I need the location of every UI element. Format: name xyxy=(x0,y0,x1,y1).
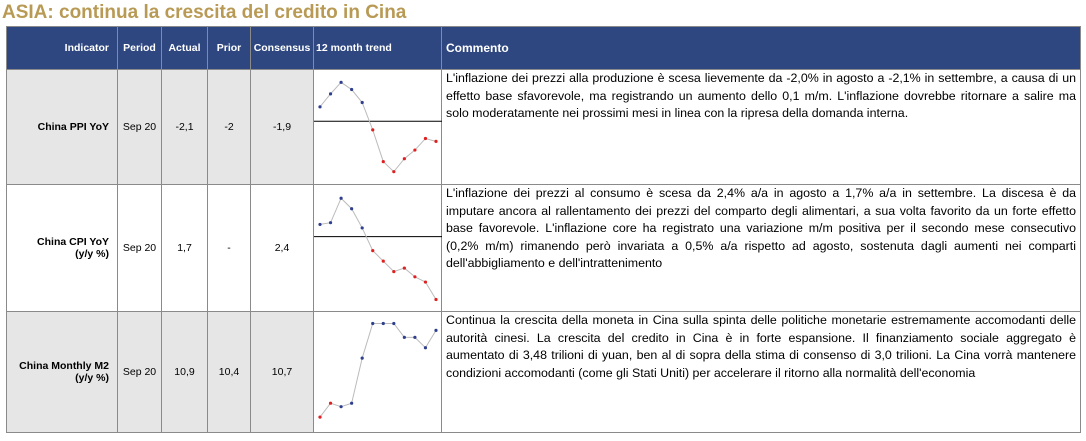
indicator-cell xyxy=(7,312,118,433)
header-consensus: Consensus xyxy=(251,27,314,70)
trend-line xyxy=(320,198,436,299)
period-cell: Sep 20 xyxy=(118,70,162,185)
actual-cell: -2,1 xyxy=(162,70,208,185)
header-actual: Actual xyxy=(162,27,208,70)
trend-point xyxy=(318,223,321,226)
indicator-unit: (y/y %) xyxy=(75,248,109,260)
trend-point xyxy=(392,270,395,273)
trend-point xyxy=(350,88,353,91)
indicator-name: China Monthly M2 xyxy=(19,360,109,372)
trend-point xyxy=(434,329,437,332)
comment-cell: L'inflazione dei prezzi alla produzione è scesa lievemente da -2,0% in agosto a -2,1% in settembre, a causa di un effetto base sfavorevole, ma registrando un aumento dello 0,1 m/m. L'inflazione dovrebbe ritornare a salire ma solo moderatamente nei prossimi mesi in linea con la ripresa della domanda interna. xyxy=(442,70,1081,185)
comment-cell: L'inflazione dei prezzi al consumo è scesa da 2,4% a/a in agosto a 1,7% a/a in settembre. La discesa è da imputare ancora al rallentamento dei prezzi del comparto degli alimentari, a sua volta favorito da un forte effetto base favorevole. L'inflazione core ha registrato una variazione m/m positiva per il secondo mese consecutivo (0,2% m/m) rimanendo però invariata a 0,5% a/a rispetto ad agosto, sostenuta dagli aumenti nei comparti dell'abbigliamento e dell'intrattenimento xyxy=(442,185,1081,312)
trend-point xyxy=(329,221,332,224)
trend-chart-m2 xyxy=(314,312,442,432)
consensus-cell: 10,7 xyxy=(251,312,314,433)
trend-cell xyxy=(314,70,442,185)
trend-point xyxy=(371,249,374,252)
trend-cell xyxy=(314,312,442,433)
trend-point xyxy=(382,259,385,262)
trend-chart-ppi xyxy=(314,70,442,184)
prior-cell: -2 xyxy=(208,70,251,185)
trend-point xyxy=(403,157,406,160)
header-comment: Commento xyxy=(442,27,1081,70)
trend-point xyxy=(403,336,406,339)
trend-point xyxy=(382,160,385,163)
trend-chart-cpi xyxy=(314,185,442,311)
trend-point xyxy=(329,402,332,405)
trend-point xyxy=(371,322,374,325)
indicator-name: China CPI YoY xyxy=(37,236,109,248)
trend-point xyxy=(361,101,364,104)
indicator-cell xyxy=(7,185,118,312)
header-period: Period xyxy=(118,27,162,70)
trend-point xyxy=(424,280,427,283)
consensus-cell: 2,4 xyxy=(251,185,314,312)
trend-point xyxy=(392,322,395,325)
header-indicator: Indicator xyxy=(7,27,118,70)
indicator-cell xyxy=(7,70,118,185)
period-cell: Sep 20 xyxy=(118,185,162,312)
prior-cell: 10,4 xyxy=(208,312,251,433)
header-trend: 12 month trend xyxy=(314,27,442,70)
table-row xyxy=(7,70,1081,185)
trend-point xyxy=(424,346,427,349)
trend-point xyxy=(434,298,437,301)
trend-line xyxy=(320,82,436,171)
indicator-unit: (y/y %) xyxy=(75,372,109,384)
trend-point xyxy=(339,197,342,200)
trend-point xyxy=(318,415,321,418)
actual-cell: 10,9 xyxy=(162,312,208,433)
trend-point xyxy=(350,207,353,210)
page-title: ASIA: continua la crescita del credito in Cina xyxy=(2,2,407,23)
table-row xyxy=(7,185,1081,312)
consensus-cell: -1,9 xyxy=(251,70,314,185)
trend-point xyxy=(424,137,427,140)
period-cell: Sep 20 xyxy=(118,312,162,433)
trend-point xyxy=(403,266,406,269)
trend-point xyxy=(413,148,416,151)
trend-point xyxy=(392,170,395,173)
indicator-name: China PPI YoY xyxy=(37,121,109,133)
trend-point xyxy=(413,336,416,339)
comment-cell: Continua la crescita della moneta in Cina sulla spinta delle politiche monetarie estremamente accomodanti delle autorità cinesi. La crescita del credito in Cina è in forte espansione. Il finanziamento sociale aggregato è aumentato di 3,48 trilioni di yuan, ben al di sopra della stima di consenso di 3,0 trilioni. La Cina vorrà mantenere condizioni accomodanti (come gli Stati Uniti) per accelerare il ritorno alla normalità dell'economia xyxy=(442,312,1081,433)
trend-point xyxy=(350,402,353,405)
table-row xyxy=(7,312,1081,433)
trend-point xyxy=(329,92,332,95)
trend-point xyxy=(339,405,342,408)
prior-cell: - xyxy=(208,185,251,312)
actual-cell: 1,7 xyxy=(162,185,208,312)
indicator-table xyxy=(6,26,1081,433)
trend-point xyxy=(382,322,385,325)
trend-line xyxy=(320,323,436,417)
trend-point xyxy=(361,357,364,360)
trend-point xyxy=(339,81,342,84)
trend-point xyxy=(434,140,437,143)
trend-point xyxy=(371,128,374,131)
trend-cell xyxy=(314,185,442,312)
trend-point xyxy=(413,275,416,278)
trend-point xyxy=(318,105,321,108)
table-header-row xyxy=(7,27,1081,70)
trend-point xyxy=(361,226,364,229)
header-prior: Prior xyxy=(208,27,251,70)
